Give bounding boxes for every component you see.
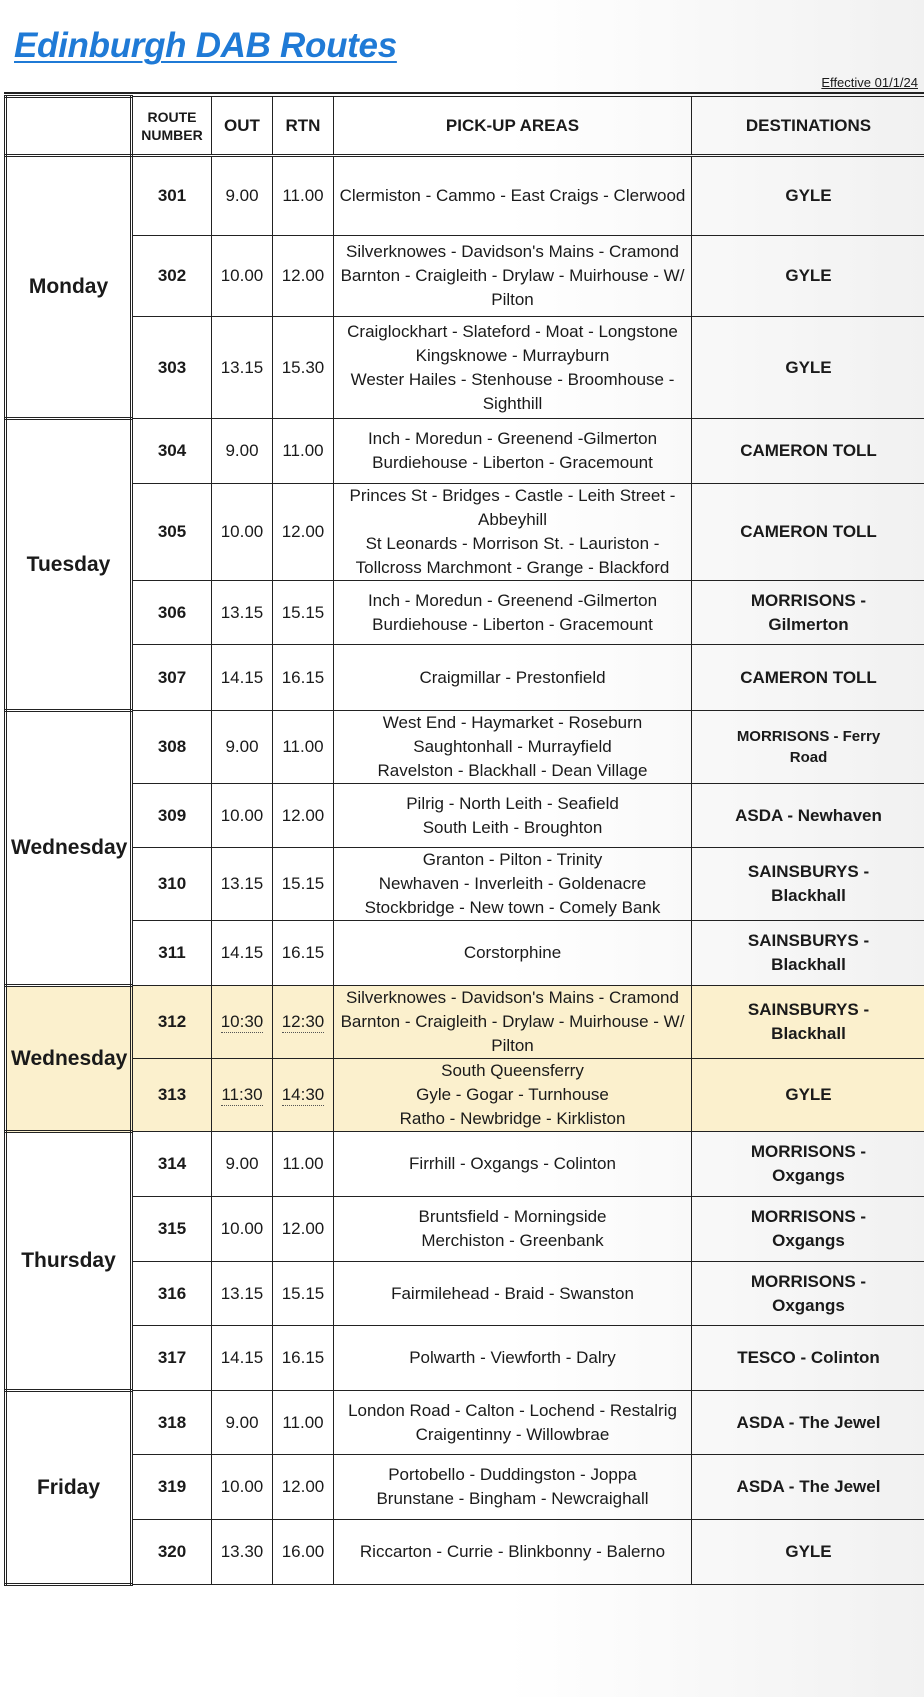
text-line: Silverknowes - Davidson's Mains - Cramond — [346, 988, 679, 1007]
route-row — [6, 986, 924, 1059]
destination — [692, 1391, 924, 1455]
destination — [692, 645, 924, 711]
pickup-areas — [334, 1326, 692, 1391]
header-day-cell — [6, 97, 132, 156]
out-time: 10.00 — [212, 484, 273, 581]
out-time: 9.00 — [212, 419, 273, 484]
route-number: 309 — [132, 784, 212, 848]
text-line: GYLE — [785, 186, 832, 205]
route-number: 312 — [132, 986, 212, 1059]
text-line: Wester Hailes - Stenhouse - Broomhouse - — [350, 369, 675, 389]
pickup-areas — [334, 1262, 692, 1326]
route-number: 316 — [132, 1262, 212, 1326]
text-line: Oxgangs — [772, 1295, 845, 1315]
return-time: 16.15 — [273, 1326, 334, 1391]
text-line: MORRISONS - — [750, 1207, 867, 1226]
text-line: West End - Haymarket - Roseburn — [382, 713, 643, 732]
text-line: Polwarth - Viewforth - Dalry — [409, 1348, 616, 1367]
destination — [692, 784, 924, 848]
text-line: GYLE — [785, 1542, 832, 1561]
pickup-areas — [334, 1132, 692, 1197]
route-row — [6, 1455, 924, 1520]
out-time: 14.15 — [212, 1326, 273, 1391]
text-line: Craigentinny - Willowbrae — [415, 1424, 610, 1444]
return-time: 12.00 — [273, 236, 334, 317]
route-row — [6, 1059, 924, 1132]
text-line: Bruntsfield - Morningside — [418, 1207, 607, 1226]
out-time: 9.00 — [212, 1391, 273, 1455]
route-row — [6, 1262, 924, 1326]
route-number: 320 — [132, 1520, 212, 1585]
pickup-areas — [334, 1391, 692, 1455]
destination — [692, 848, 924, 921]
route-number: 311 — [132, 921, 212, 986]
return-time — [273, 1059, 334, 1132]
top-divider — [4, 92, 924, 94]
route-row — [6, 1132, 924, 1197]
route-number: 317 — [132, 1326, 212, 1391]
text-line: South Queensferry — [441, 1061, 584, 1080]
route-row — [6, 317, 924, 419]
text-line: Princes St - Bridges - Castle - Leith Street - — [349, 486, 676, 505]
text-line: Sighthill — [482, 393, 543, 413]
text-line: Newhaven - Inverleith - Goldenacre — [378, 874, 647, 893]
pickup-areas — [334, 986, 692, 1059]
destination — [692, 317, 924, 419]
text-line: MORRISONS - — [750, 1142, 867, 1161]
page-title: Edinburgh DAB Routes — [14, 26, 397, 65]
out-time: 9.00 — [212, 156, 273, 236]
return-time: 16.15 — [273, 921, 334, 986]
destination — [692, 236, 924, 317]
text-line: St Leonards - Morrison St. - Lauriston - — [365, 534, 660, 553]
pickup-areas — [334, 784, 692, 848]
pickup-areas — [334, 419, 692, 484]
destination — [692, 986, 924, 1059]
text-line: Ratho - Newbridge - Kirkliston — [399, 1109, 626, 1128]
return-time: 15.30 — [273, 317, 334, 419]
route-number: 314 — [132, 1132, 212, 1197]
route-row — [6, 1326, 924, 1391]
text-line: Fairmilehead - Braid - Swanston — [391, 1283, 634, 1303]
pickup-areas — [334, 156, 692, 236]
route-row — [6, 1197, 924, 1262]
pickup-areas — [334, 645, 692, 711]
destination — [692, 1132, 924, 1197]
text-line: Oxgangs — [772, 1231, 845, 1250]
text-line: Brunstane - Bingham - Newcraighall — [376, 1489, 649, 1508]
text-line: TESCO - Colinton — [737, 1348, 880, 1367]
pickup-areas — [334, 1059, 692, 1132]
destination — [692, 1197, 924, 1262]
text-line: GYLE — [785, 1085, 832, 1104]
route-number: 318 — [132, 1391, 212, 1455]
out-time: 13.15 — [212, 848, 273, 921]
text-line: Blackhall — [771, 1024, 846, 1043]
return-time: 15.15 — [273, 848, 334, 921]
header-route-number: ROUTE NUMBER — [132, 97, 212, 156]
return-time: 12.00 — [273, 1197, 334, 1262]
out-time: 13.30 — [212, 1520, 273, 1585]
text-line: Pilton — [491, 1036, 534, 1055]
return-time: 11.00 — [273, 711, 334, 784]
time-value: 10:30 — [220, 1012, 264, 1031]
text-line: Inch - Moredun - Greenend -Gilmerton — [367, 590, 658, 610]
text-line: GYLE — [785, 266, 832, 285]
text-line: Clermiston - Cammo - East Craigs - Clerwood — [339, 186, 686, 205]
text-line: GYLE — [785, 357, 832, 377]
text-line: Abbeyhill — [478, 510, 547, 529]
text-line: MORRISONS - Ferry — [736, 728, 881, 745]
destination — [692, 484, 924, 581]
route-number: 305 — [132, 484, 212, 581]
day-label: Friday — [6, 1391, 132, 1585]
text-line: Saughtonhall - Murrayfield — [413, 737, 612, 756]
route-row — [6, 484, 924, 581]
destination — [692, 581, 924, 645]
return-time: 11.00 — [273, 1391, 334, 1455]
pickup-areas — [334, 1520, 692, 1585]
destination — [692, 1520, 924, 1585]
pickup-areas — [334, 848, 692, 921]
route-row — [6, 1391, 924, 1455]
text-line: SAINSBURYS - — [747, 862, 870, 881]
text-line: CAMERON TOLL — [740, 522, 877, 541]
route-row — [6, 711, 924, 784]
text-line: ASDA - Newhaven — [735, 805, 882, 825]
route-number: 313 — [132, 1059, 212, 1132]
route-number: 306 — [132, 581, 212, 645]
text-line: Pilrig - North Leith - Seafield — [406, 793, 619, 813]
out-time: 9.00 — [212, 711, 273, 784]
return-time: 11.00 — [273, 419, 334, 484]
text-line: SAINSBURYS - — [747, 931, 870, 950]
out-time: 13.15 — [212, 1262, 273, 1326]
day-label: Wednesday — [6, 986, 132, 1132]
header-out: OUT — [212, 97, 273, 156]
effective-date: Effective 01/1/24 — [821, 75, 918, 90]
pickup-areas — [334, 236, 692, 317]
out-time — [212, 1059, 273, 1132]
return-time: 12.00 — [273, 1455, 334, 1520]
text-line: Craiglockhart - Slateford - Moat - Longstone — [347, 321, 678, 341]
header-pickup-areas: PICK-UP AREAS — [334, 97, 692, 156]
header-rtn: RTN — [273, 97, 334, 156]
route-row — [6, 645, 924, 711]
destination — [692, 1059, 924, 1132]
day-label: Wednesday — [6, 711, 132, 986]
pickup-areas — [334, 1455, 692, 1520]
return-time: 12.00 — [273, 784, 334, 848]
return-time: 16.00 — [273, 1520, 334, 1585]
route-number: 302 — [132, 236, 212, 317]
text-line: ASDA - The Jewel — [736, 1412, 881, 1432]
route-number: 308 — [132, 711, 212, 784]
pickup-areas — [334, 484, 692, 581]
return-time: 12.00 — [273, 484, 334, 581]
route-number: 304 — [132, 419, 212, 484]
text-line: Craigmillar - Prestonfield — [419, 667, 606, 687]
text-line: London Road - Calton - Lochend - Restalrig — [348, 1400, 677, 1420]
out-time: 10.00 — [212, 784, 273, 848]
time-value: 11:30 — [221, 1085, 263, 1104]
text-line: Granton - Pilton - Trinity — [422, 850, 603, 869]
time-value: 12:30 — [281, 1012, 325, 1031]
text-line: Barnton - Craigleith - Drylaw - Muirhouse - W/ — [340, 1012, 685, 1031]
text-line: Gyle - Gogar - Turnhouse — [416, 1085, 609, 1104]
text-line: MORRISONS - — [750, 590, 867, 610]
text-line: Road — [789, 749, 828, 766]
destination — [692, 419, 924, 484]
route-row — [6, 236, 924, 317]
route-row — [6, 581, 924, 645]
destination — [692, 921, 924, 986]
text-line: ASDA - The Jewel — [736, 1477, 881, 1496]
text-line: Burdiehouse - Liberton - Gracemount — [372, 614, 653, 634]
destination — [692, 711, 924, 784]
route-row — [6, 156, 924, 236]
return-time — [273, 986, 334, 1059]
text-line: Stockbridge - New town - Comely Bank — [364, 898, 661, 917]
text-line: Ravelston - Blackhall - Dean Village — [377, 761, 648, 780]
route-number: 301 — [132, 156, 212, 236]
return-time: 15.15 — [273, 1262, 334, 1326]
out-time: 10.00 — [212, 1197, 273, 1262]
route-row — [6, 848, 924, 921]
pickup-areas — [334, 711, 692, 784]
text-line: Merchiston - Greenbank — [421, 1231, 604, 1250]
route-number: 319 — [132, 1455, 212, 1520]
text-line: Blackhall — [771, 955, 846, 974]
routes-table — [4, 95, 924, 1586]
text-line: Inch - Moredun - Greenend -Gilmerton — [367, 429, 658, 448]
text-line: Riccarton - Currie - Blinkbonny - Balerno — [359, 1542, 666, 1561]
return-time: 11.00 — [273, 1132, 334, 1197]
text-line: MORRISONS - — [750, 1271, 867, 1291]
route-row — [6, 1520, 924, 1585]
text-line: Corstorphine — [463, 943, 562, 962]
pickup-areas — [334, 921, 692, 986]
route-row — [6, 921, 924, 986]
out-time: 10.00 — [212, 1455, 273, 1520]
pickup-areas — [334, 581, 692, 645]
destination — [692, 1455, 924, 1520]
time-value: 14:30 — [281, 1085, 325, 1104]
return-time: 15.15 — [273, 581, 334, 645]
out-time: 9.00 — [212, 1132, 273, 1197]
out-time: 13.15 — [212, 581, 273, 645]
text-line: Blackhall — [771, 886, 846, 905]
text-line: Portobello - Duddingston - Joppa — [388, 1465, 637, 1484]
text-line: Burdiehouse - Liberton - Gracemount — [372, 453, 653, 472]
out-time: 14.15 — [212, 645, 273, 711]
text-line: Gilmerton — [768, 614, 849, 634]
out-time: 13.15 — [212, 317, 273, 419]
text-line: Silverknowes - Davidson's Mains - Cramond — [346, 242, 679, 261]
out-time — [212, 986, 273, 1059]
day-label: Monday — [6, 156, 132, 419]
route-number: 315 — [132, 1197, 212, 1262]
route-row — [6, 419, 924, 484]
destination — [692, 1326, 924, 1391]
text-line: Firrhill - Oxgangs - Colinton — [409, 1154, 616, 1173]
return-time: 16.15 — [273, 645, 334, 711]
day-label: Thursday — [6, 1132, 132, 1391]
text-line: SAINSBURYS - — [747, 1000, 870, 1019]
out-time: 10.00 — [212, 236, 273, 317]
destination — [692, 156, 924, 236]
route-number: 307 — [132, 645, 212, 711]
text-line: CAMERON TOLL — [740, 667, 877, 687]
route-number: 310 — [132, 848, 212, 921]
text-line: Tollcross Marchmont - Grange - Blackford — [355, 558, 670, 577]
text-line: Oxgangs — [772, 1166, 845, 1185]
pickup-areas — [334, 317, 692, 419]
text-line: CAMERON TOLL — [740, 441, 877, 460]
text-line: Kingsknowe - Murrayburn — [415, 345, 610, 365]
header-row — [6, 97, 924, 156]
route-number: 303 — [132, 317, 212, 419]
day-label: Tuesday — [6, 419, 132, 711]
text-line: South Leith - Broughton — [422, 817, 603, 837]
destination — [692, 1262, 924, 1326]
header-destinations: DESTINATIONS — [692, 97, 924, 156]
out-time: 14.15 — [212, 921, 273, 986]
return-time: 11.00 — [273, 156, 334, 236]
pickup-areas — [334, 1197, 692, 1262]
text-line: Barnton - Craigleith - Drylaw - Muirhouse - W/ — [340, 266, 685, 285]
text-line: Pilton — [491, 290, 534, 309]
route-row — [6, 784, 924, 848]
